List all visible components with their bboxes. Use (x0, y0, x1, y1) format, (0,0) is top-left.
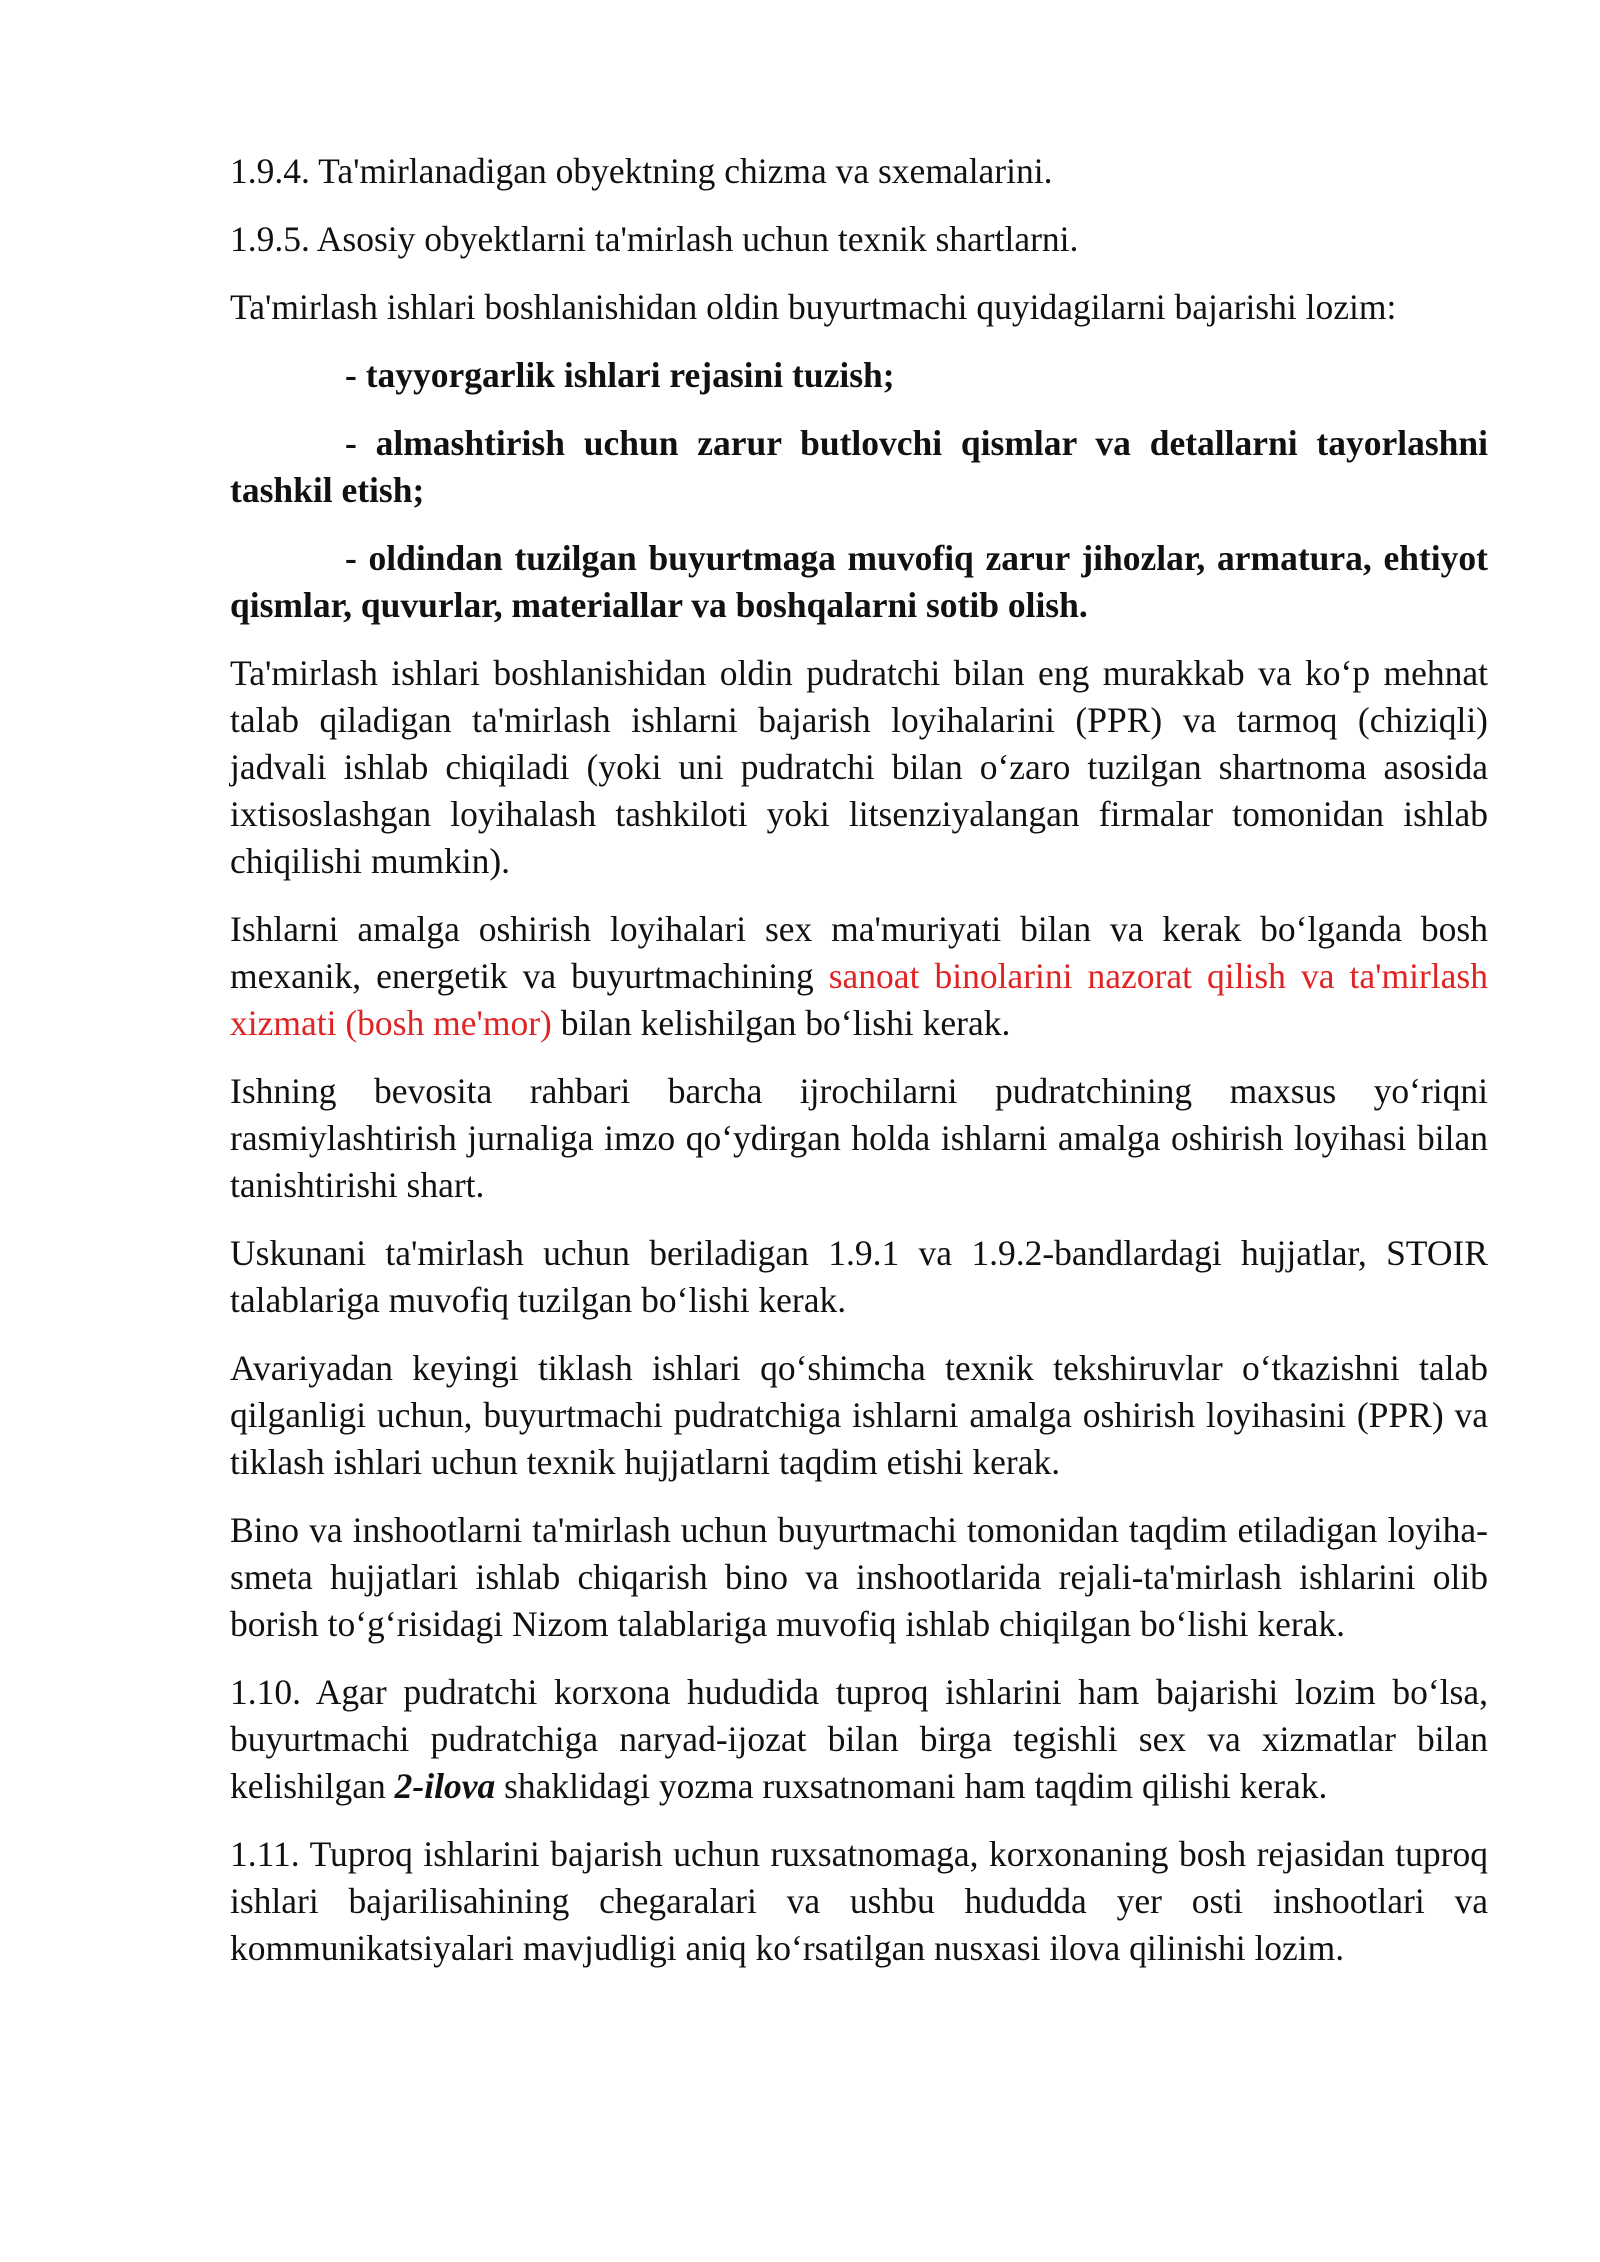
bullet-text: - tayyorgarlik ishlari rejasini tuzish; (345, 355, 895, 395)
appendix-reference: 2-ilova (394, 1766, 496, 1806)
item-1-11: 1.11. Tuproq ishlarini bajarish uchun ruxsatnomaga, korxonaning bosh rejasidan tuproq ishlari bajarilisahining chegaralari va ushbu hududda yer osti inshootlari va kommunikatsiyalari mavjudligi aniq ko‘rsatilgan nusxasi ilova qilinishi lozim. (230, 1834, 1488, 1968)
bullet-text: - oldindan tuzilgan buyurtmaga muvofiq zarur jihozlar, armatura, ehtiyot qismlar, quvurlar, materiallar va boshqalarni sotib olish. (230, 538, 1488, 625)
item-1-10 (230, 1669, 1488, 1810)
bullet-purchase (230, 535, 1488, 629)
highlighted-text: sanoat binolarini nazorat qilish va ta'mirlash xizmati (bosh me'mor) (230, 956, 1488, 1043)
paragraph-approval (230, 906, 1488, 1047)
text-segment: Ishlarni amalga oshirish loyihalari sex ma'muriyati bilan va kerak bo‘lganda bosh mexanik, energetik va buyurtmachining (230, 909, 1488, 996)
paragraph-briefing: Ishning bevosita rahbari barcha ijrochilarni pudratchining maxsus yo‘riqni rasmiylashtirish jurnaliga imzo qo‘ydirgan holda ishlarni amalga oshirish loyihasi bilan tanishtirishi shart. (230, 1071, 1488, 1205)
bullet-text: - almashtirish uchun zarur butlovchi qismlar va detallarni tayorlashni tashkil etish; (230, 423, 1488, 510)
text-segment: bilan kelishilgan bo‘lishi kerak. (551, 1003, 1011, 1043)
paragraph-stoir: Uskunani ta'mirlash uchun beriladigan 1.9.1 va 1.9.2-bandlardagi hujjatlar, STOIR talablariga muvofiq tuzilgan bo‘lishi kerak. (230, 1233, 1488, 1320)
paragraph-buildings: Bino va inshootlarni ta'mirlash uchun buyurtmachi tomonidan taqdim etiladigan loyiha-smeta hujjatlari ishlab chiqarish bino va inshootlarida rejali-ta'mirlash ishlarini olib borish to‘g‘risidagi Nizom talablariga muvofiq ishlab chiqilgan bo‘lishi kerak. (230, 1510, 1488, 1644)
bullet-preparation-plan (230, 352, 1488, 399)
text-segment: 1.10. Agar pudratchi korxona hududida tuproq ishlarini ham bajarishi lozim bo‘lsa, buyurtmachi pudratchiga naryad-ijozat bilan birga tegishli sex va xizmatlar bilan kelishilgan (230, 1672, 1488, 1806)
intro-paragraph: Ta'mirlash ishlari boshlanishidan oldin buyurtmachi quyidagilarni bajarishi lozim: (230, 287, 1397, 327)
item-1-9-5: 1.9.5. Asosiy obyektlarni ta'mirlash uchun texnik shartlarni. (230, 219, 1079, 259)
bullet-spare-parts (230, 420, 1488, 514)
text-segment: shaklidagi yozma ruxsatnomani ham taqdim qilishi kerak. (495, 1766, 1328, 1806)
paragraph-emergency: Avariyadan keyingi tiklash ishlari qo‘shimcha texnik tekshiruvlar o‘tkazishni talab qilganligi uchun, buyurtmachi pudratchiga ishlarni amalga oshirish loyihasini (PPR) va tiklash ishlari uchun texnik hujjatlarni taqdim etishi kerak. (230, 1348, 1488, 1482)
paragraph-ppr: Ta'mirlash ishlari boshlanishidan oldin pudratchi bilan eng murakkab va ko‘p mehnat talab qiladigan ta'mirlash ishlarni bajarish loyihalarini (PPR) va tarmoq (chiziqli) jadvali ishlab chiqiladi (yoki uni pudratchi bilan o‘zaro tuzilgan shartnoma asosida ixtisoslashgan loyihalash tashkiloti yoki litsenziyalangan firmalar tomonidan ishlab chiqilishi mumkin). (230, 653, 1488, 881)
item-1-9-4: 1.9.4. Ta'mirlanadigan obyektning chizma va sxemalarini. (230, 151, 1053, 191)
